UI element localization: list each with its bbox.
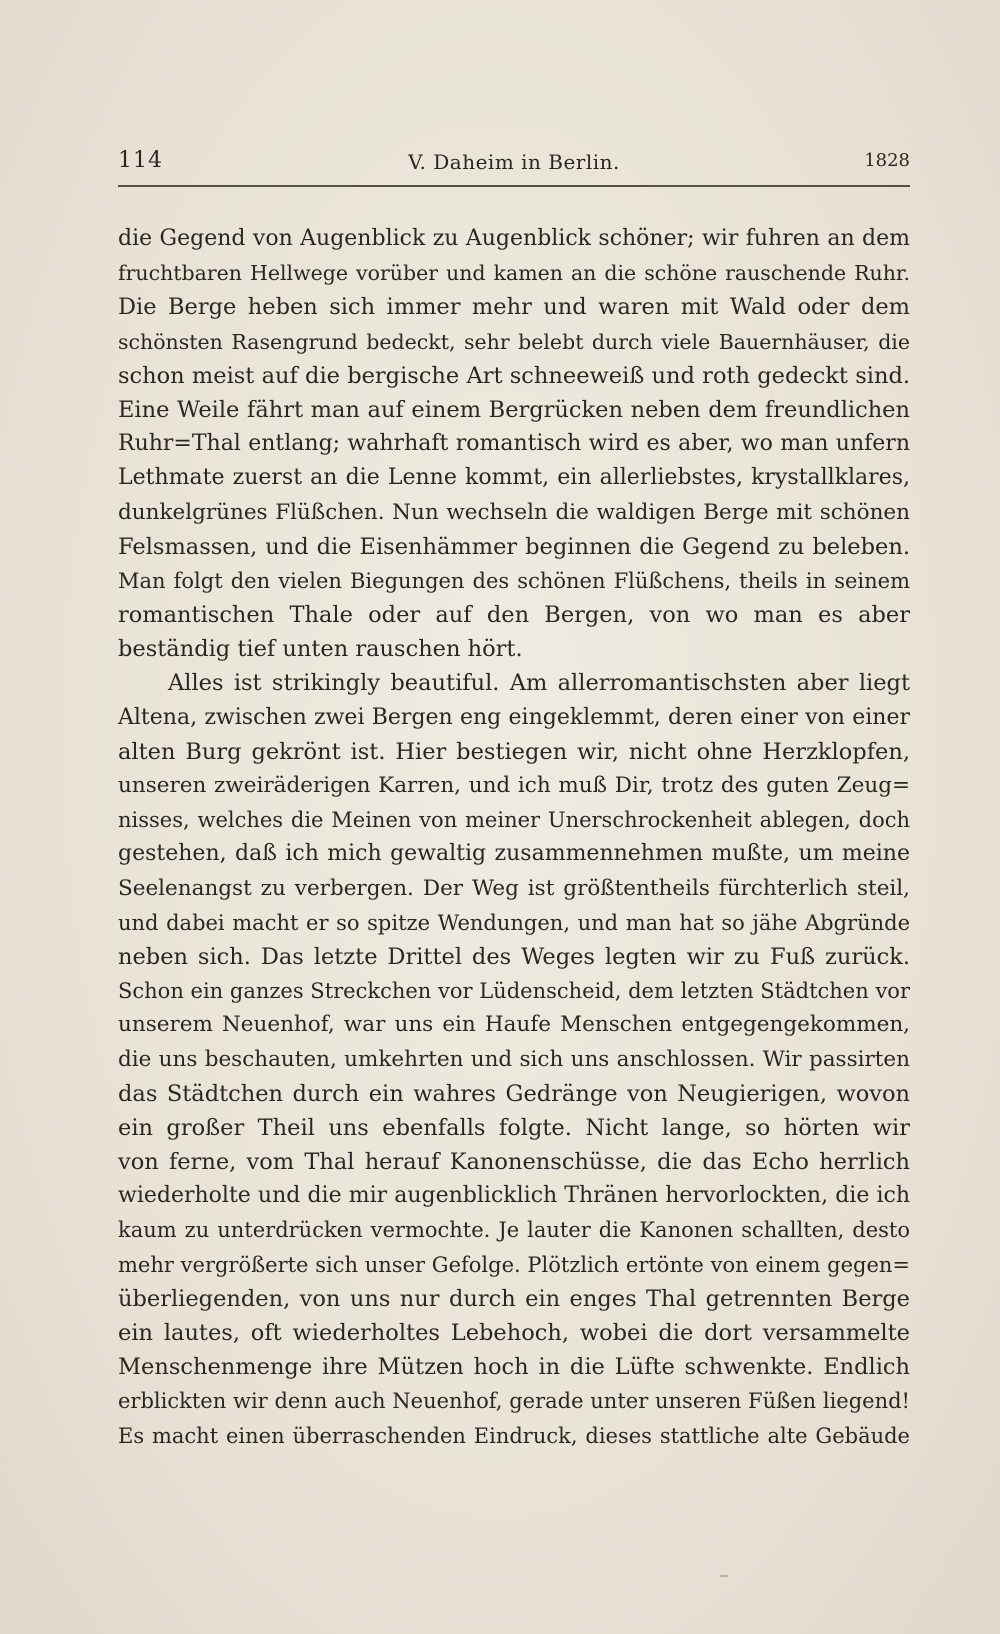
text-line: Die Berge heben sich immer mehr und waren mit Wald oder dem bbox=[118, 294, 910, 321]
text-line: Eine Weile fährt man auf einem Bergrücken neben dem freundlichen bbox=[118, 396, 910, 423]
text-line: die uns beschauten, umkehrten und sich uns anschlossen. Wir passirten bbox=[118, 1046, 910, 1072]
running-title: V. Daheim in Berlin. bbox=[408, 150, 620, 174]
text-line: nisses, welches die Meinen von meiner Unerschrockenheit ablegen, doch bbox=[118, 808, 910, 833]
text-line: alten Burg gekrönt ist. Hier bestiegen wir, nicht ohne Herzklopfen, bbox=[118, 738, 910, 765]
text-line: Seelenangst zu verbergen. Der Weg ist größtentheils fürchterlich steil, bbox=[118, 875, 910, 901]
text-line: Felsmassen, und die Eisenhämmer beginnen die Gegend zu beleben. bbox=[118, 533, 910, 560]
text-line: und dabei macht er so spitze Wendungen, und man hat so jähe Abgründe bbox=[118, 910, 910, 935]
text-line: dunkelgrünes Flüßchen. Nun wechseln die waldigen Berge mit schönen bbox=[118, 499, 910, 525]
text-line: mehr vergrößerte sich unser Gefolge. Plötzlich ertönte von einem gegen= bbox=[118, 1252, 910, 1277]
body-text bbox=[118, 222, 910, 1453]
text-line: gestehen, daß ich mich gewaltig zusammennehmen mußte, um meine bbox=[118, 841, 910, 867]
text-line: wiederholte und die mir augenblicklich Thränen hervorlockten, die ich bbox=[118, 1183, 910, 1209]
header-rule bbox=[118, 185, 910, 187]
text-line: Ruhr=Thal entlang; wahrhaft romantisch wird es aber, wo man unfern bbox=[118, 431, 910, 457]
text-line: die Gegend von Augenblick zu Augenblick schöner; wir fuhren an dem bbox=[118, 226, 910, 251]
page-number: 114 bbox=[118, 148, 163, 173]
text-line: Altena, zwischen zwei Bergen eng eingeklemmt, deren einer von einer bbox=[118, 704, 910, 730]
text-line: schon meist auf die bergische Art schneeweiß und roth gedeckt sind. bbox=[118, 362, 910, 389]
text-line: Alles ist strikingly beautiful. Am allerromantischsten aber liegt bbox=[168, 670, 910, 697]
text-line: Es macht einen überraschenden Eindruck, dieses stattliche alte Gebäude bbox=[118, 1423, 910, 1448]
text-line: schönsten Rasengrund bedeckt, sehr belebt durch viele Bauernhäuser, die bbox=[118, 329, 910, 354]
text-line: unseren zweiräderigen Karren, und ich muß Dir, trotz des guten Zeug= bbox=[118, 773, 910, 798]
text-line: Menschenmenge ihre Mützen hoch in die Lüfte schwenkte. Endlich bbox=[118, 1354, 910, 1381]
text-line: kaum zu unterdrücken vermochte. Je lauter die Kanonen schallten, desto bbox=[118, 1218, 910, 1243]
page-header bbox=[118, 140, 910, 180]
text-line: fruchtbaren Hellwege vorüber und kamen an die schöne rauschende Ruhr. bbox=[118, 261, 910, 286]
text-line: von ferne, vom Thal herauf Kanonenschüsse, die das Echo herrlich bbox=[118, 1149, 910, 1176]
text-line: das Städtchen durch ein wahres Gedränge von Neugierigen, wovon bbox=[118, 1080, 910, 1107]
text-line: Schon ein ganzes Streckchen vor Lüdenscheid, dem letzten Städtchen vor bbox=[118, 979, 910, 1004]
text-line: Man folgt den vielen Biegungen des schönen Flüßchens, theils in seinem bbox=[118, 568, 910, 593]
text-line: Lethmate zuerst an die Lenne kommt, ein allerliebstes, krystallklares, bbox=[118, 465, 910, 491]
text-line: neben sich. Das letzte Drittel des Weges legten wir zu Fuß zurück. bbox=[118, 943, 910, 970]
text-line: unserem Neuenhof, war uns ein Haufe Menschen entgegengekommen, bbox=[118, 1012, 910, 1038]
running-year: 1828 bbox=[864, 150, 910, 171]
text-line: überliegenden, von uns nur durch ein enges Thal getrennten Berge bbox=[118, 1285, 910, 1312]
text-line: erblickten wir denn auch Neuenhof, gerade unter unseren Füßen liegend! bbox=[118, 1389, 910, 1414]
text-line: ein lautes, oft wiederholtes Lebehoch, wobei die dort versammelte bbox=[118, 1320, 910, 1346]
paper-speck bbox=[720, 1575, 728, 1577]
text-line: beständig tief unten rauschen hört. bbox=[118, 636, 523, 663]
text-line: ein großer Theil uns ebenfalls folgte. Nicht lange, so hörten wir bbox=[118, 1114, 910, 1141]
text-line: romantischen Thale oder auf den Bergen, von wo man es aber bbox=[118, 602, 910, 629]
